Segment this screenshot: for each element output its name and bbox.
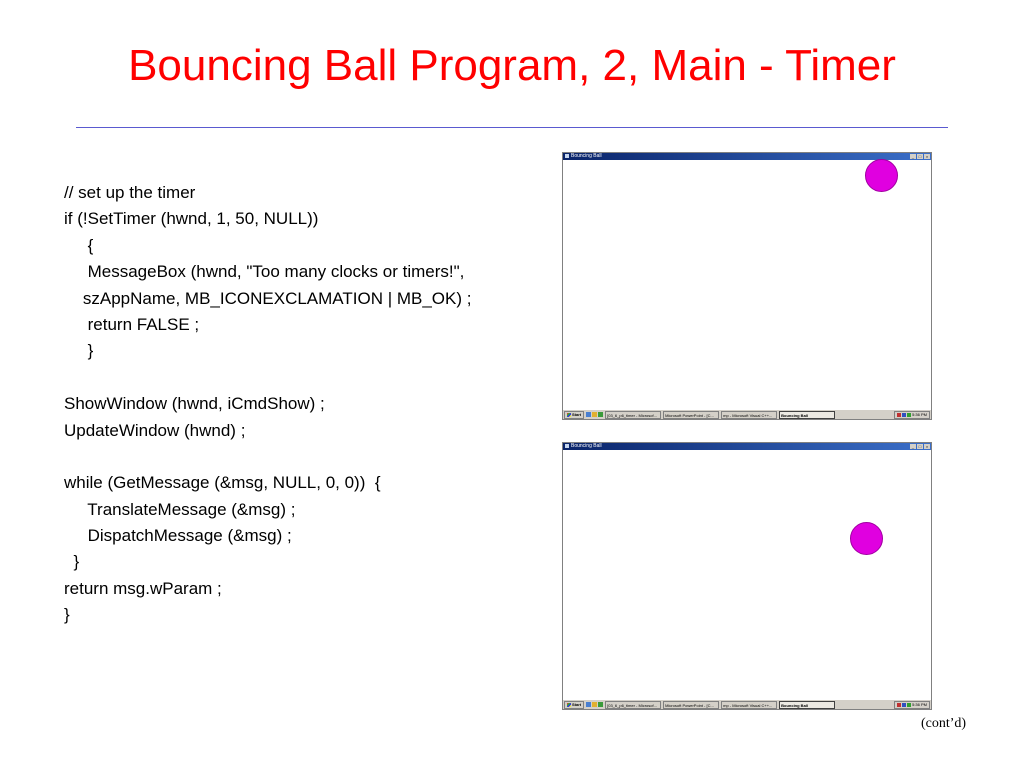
- code-line: DispatchMessage (&msg) ;: [64, 526, 292, 546]
- windows-flag-icon: [567, 703, 571, 707]
- quick-launch-icon: [586, 702, 591, 707]
- window-icon: [565, 444, 569, 448]
- quick-launch-icon: [586, 412, 591, 417]
- code-line: while (GetMessage (&msg, NULL, 0, 0)) {: [64, 473, 381, 493]
- code-line: MessageBox (hwnd, "Too many clocks or timers!",: [64, 262, 465, 282]
- taskbar-task: Microsoft PowerPoint - [C...: [663, 701, 719, 709]
- taskbar: [563, 409, 931, 419]
- close-icon: ×: [925, 444, 929, 449]
- taskbar-task: Microsoft PowerPoint - [C...: [663, 411, 719, 419]
- code-line: [64, 365, 471, 391]
- code-line: }: [64, 605, 70, 625]
- system-tray: [894, 411, 930, 419]
- taskbar-task: [03_6_p6_timer - Microsof...: [605, 411, 661, 419]
- window-title: Bouncing Ball: [571, 153, 602, 159]
- taskbar: [563, 699, 931, 709]
- window-client-area: [563, 450, 931, 699]
- code-line: return msg.wParam ;: [64, 578, 222, 598]
- close-icon: ×: [925, 154, 929, 159]
- maximize-icon: □: [918, 444, 922, 449]
- taskbar-task: Bouncing Ball: [779, 411, 835, 419]
- system-tray: [894, 701, 930, 709]
- tray-clock: 5:36 PM: [912, 702, 927, 707]
- code-line: szAppName, MB_ICONEXCLAMATION | MB_OK) ;: [64, 288, 472, 308]
- quick-launch-icon: [592, 412, 597, 417]
- start-button: [564, 701, 584, 709]
- window-icon: [565, 154, 569, 158]
- code-listing: [64, 180, 471, 629]
- code-line: {: [64, 235, 94, 255]
- code-line: UpdateWindow (hwnd) ;: [64, 420, 246, 440]
- tray-icon: [907, 703, 911, 707]
- start-label: Start: [572, 412, 582, 417]
- taskbar-task: mp - Microsoft Visual C++...: [721, 411, 777, 419]
- maximize-icon: □: [918, 154, 922, 159]
- windows-flag-icon: [567, 413, 571, 417]
- start-label: Start: [572, 702, 582, 707]
- screenshot-bouncing-ball-1: [562, 152, 932, 420]
- tray-icon: [902, 703, 906, 707]
- code-line: // set up the timer: [64, 183, 196, 202]
- tray-icon: [897, 413, 901, 417]
- title-divider: [76, 127, 948, 128]
- quick-launch: [586, 412, 603, 417]
- taskbar-task: mp - Microsoft Visual C++...: [721, 701, 777, 709]
- minimize-icon: _: [911, 154, 915, 159]
- code-line: ShowWindow (hwnd, iCmdShow) ;: [64, 394, 325, 414]
- code-line: TranslateMessage (&msg) ;: [64, 499, 296, 519]
- window-titlebar: [563, 443, 931, 450]
- start-button: [564, 411, 584, 419]
- code-line: [64, 444, 471, 470]
- quick-launch: [586, 702, 603, 707]
- tray-icon: [907, 413, 911, 417]
- code-line: }: [64, 341, 94, 361]
- ball: [865, 159, 898, 192]
- continued-note: (cont’d): [921, 716, 967, 731]
- code-line: return FALSE ;: [64, 314, 200, 334]
- tray-icon: [897, 703, 901, 707]
- ball: [850, 522, 883, 555]
- slide-title: Bouncing Ball Program, 2, Main - Timer: [128, 41, 896, 90]
- code-line: if (!SetTimer (hwnd, 1, 50, NULL)): [64, 209, 319, 229]
- window-title: Bouncing Ball: [571, 443, 602, 449]
- window-client-area: [563, 160, 931, 409]
- tray-icon: [902, 413, 906, 417]
- quick-launch-icon: [598, 412, 603, 417]
- screenshot-bouncing-ball-2: [562, 442, 932, 710]
- taskbar-task: [03_6_p6_timer - Microsof...: [605, 701, 661, 709]
- tray-clock: 5:36 PM: [912, 412, 927, 417]
- minimize-icon: _: [911, 444, 915, 449]
- quick-launch-icon: [592, 702, 597, 707]
- quick-launch-icon: [598, 702, 603, 707]
- taskbar-task: Bouncing Ball: [779, 701, 835, 709]
- code-line: }: [64, 552, 80, 572]
